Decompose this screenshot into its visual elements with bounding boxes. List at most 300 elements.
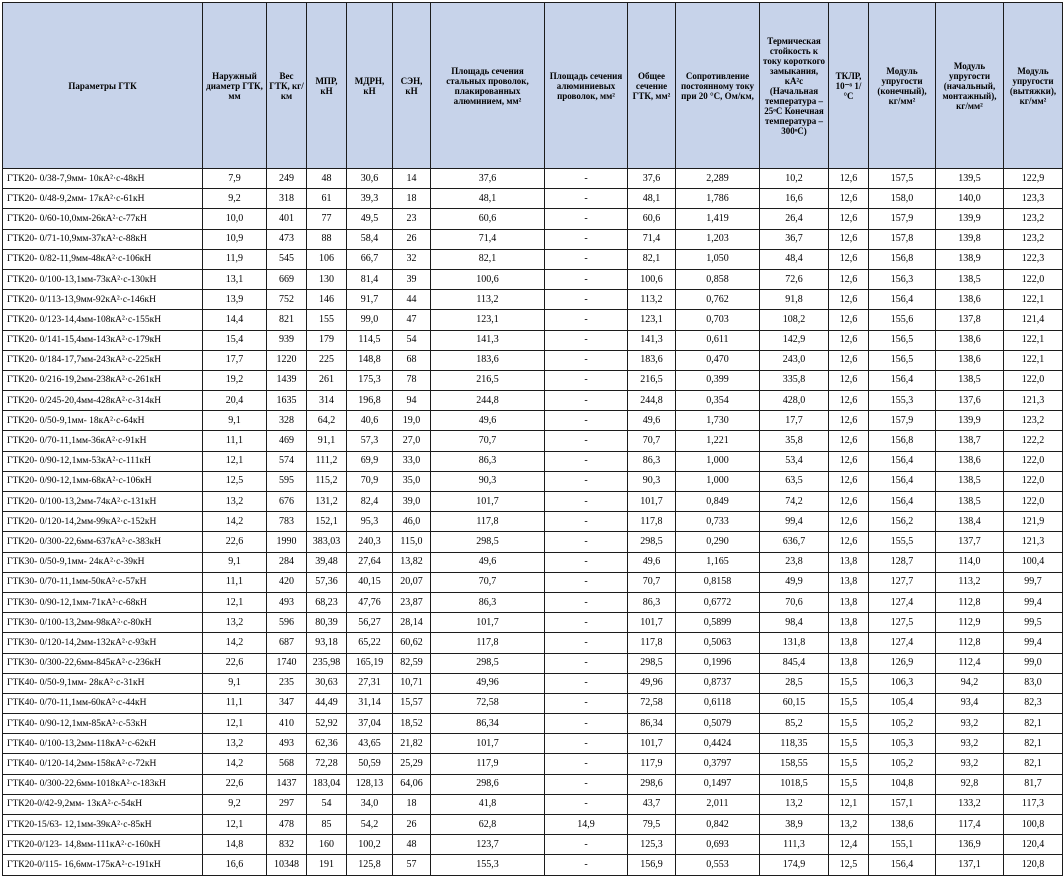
modulus-stretch-cell: 120,8 [1004, 855, 1063, 875]
modulus-initial-cell: 139,9 [936, 209, 1004, 229]
modulus-initial-cell: 139,5 [936, 169, 1004, 189]
modulus-final-cell: 105,4 [869, 693, 936, 713]
mdrn-cell: 54,2 [347, 815, 393, 835]
mpr-cell: 146 [307, 290, 347, 310]
resistance-cell: 1,203 [676, 229, 760, 249]
steel-section-cell: 62,8 [431, 815, 545, 835]
modulus-initial-cell: 113,2 [936, 572, 1004, 592]
sen-cell: 54 [393, 330, 431, 350]
resistance-cell: 0,858 [676, 269, 760, 289]
diameter-cell: 11,1 [203, 431, 267, 451]
table-row [3, 693, 1063, 713]
modulus-final-cell: 127,5 [869, 613, 936, 633]
steel-section-cell: 41,8 [431, 794, 545, 814]
weight-cell: 1990 [267, 532, 307, 552]
sen-cell: 46,0 [393, 512, 431, 532]
resistance-cell: 0,5899 [676, 613, 760, 633]
weight-cell: 473 [267, 229, 307, 249]
resistance-cell: 0,8737 [676, 673, 760, 693]
resistance-cell: 0,4424 [676, 734, 760, 754]
sen-cell: 26 [393, 229, 431, 249]
header-mpr: МПР, кН [307, 3, 347, 169]
table-row [3, 169, 1063, 189]
modulus-final-cell: 157,8 [869, 229, 936, 249]
diameter-cell: 22,6 [203, 774, 267, 794]
total-section-cell: 43,7 [628, 794, 676, 814]
modulus-final-cell: 128,7 [869, 552, 936, 572]
modulus-final-cell: 156,4 [869, 290, 936, 310]
total-section-cell: 90,3 [628, 471, 676, 491]
modulus-final-cell: 155,1 [869, 835, 936, 855]
modulus-stretch-cell: 122,0 [1004, 269, 1063, 289]
total-section-cell: 49,6 [628, 552, 676, 572]
mdrn-cell: 27,31 [347, 673, 393, 693]
tklr-cell: 12,6 [829, 189, 869, 209]
total-section-cell: 49,96 [628, 673, 676, 693]
thermal-stability-cell: 16,6 [760, 189, 829, 209]
mdrn-cell: 27,64 [347, 552, 393, 572]
mdrn-cell: 65,22 [347, 633, 393, 653]
steel-section-cell: 101,7 [431, 613, 545, 633]
tklr-cell: 15,5 [829, 774, 869, 794]
steel-section-cell: 117,8 [431, 633, 545, 653]
table-body [3, 169, 1063, 876]
total-section-cell: 101,7 [628, 734, 676, 754]
mpr-cell: 130 [307, 269, 347, 289]
modulus-initial-cell: 93,2 [936, 734, 1004, 754]
thermal-stability-cell: 243,0 [760, 350, 829, 370]
weight-cell: 235 [267, 673, 307, 693]
mdrn-cell: 37,04 [347, 714, 393, 734]
modulus-stretch-cell: 99,7 [1004, 572, 1063, 592]
sen-cell: 33,0 [393, 451, 431, 471]
modulus-stretch-cell: 99,0 [1004, 653, 1063, 673]
resistance-cell: 0,6772 [676, 592, 760, 612]
thermal-stability-cell: 1018,5 [760, 774, 829, 794]
mdrn-cell: 82,4 [347, 492, 393, 512]
weight-cell: 493 [267, 734, 307, 754]
modulus-final-cell: 156,8 [869, 431, 936, 451]
tklr-cell: 13,8 [829, 572, 869, 592]
diameter-cell: 13,2 [203, 613, 267, 633]
diameter-cell: 9,1 [203, 552, 267, 572]
thermal-stability-cell: 48,4 [760, 249, 829, 269]
modulus-stretch-cell: 122,0 [1004, 492, 1063, 512]
total-section-cell: 298,5 [628, 532, 676, 552]
modulus-stretch-cell: 117,3 [1004, 794, 1063, 814]
mpr-cell: 48 [307, 169, 347, 189]
resistance-cell: 0,290 [676, 532, 760, 552]
mpr-cell: 183,04 [307, 774, 347, 794]
mpr-cell: 115,2 [307, 471, 347, 491]
mdrn-cell: 91,7 [347, 290, 393, 310]
aluminium-section-cell: - [545, 794, 628, 814]
mdrn-cell: 31,14 [347, 693, 393, 713]
mpr-cell: 77 [307, 209, 347, 229]
mdrn-cell: 148,8 [347, 350, 393, 370]
weight-cell: 568 [267, 754, 307, 774]
resistance-cell: 0,733 [676, 512, 760, 532]
thermal-stability-cell: 98,4 [760, 613, 829, 633]
modulus-stretch-cell: 123,3 [1004, 189, 1063, 209]
row-name-cell: ГТК20- 0/113-13,9мм-92кА²·с-146кН [3, 290, 203, 310]
resistance-cell: 0,354 [676, 391, 760, 411]
resistance-cell: 0,1497 [676, 774, 760, 794]
weight-cell: 249 [267, 169, 307, 189]
modulus-initial-cell: 137,7 [936, 532, 1004, 552]
resistance-cell: 0,5063 [676, 633, 760, 653]
mpr-cell: 383,03 [307, 532, 347, 552]
diameter-cell: 13,2 [203, 492, 267, 512]
aluminium-section-cell: - [545, 572, 628, 592]
aluminium-section-cell: - [545, 451, 628, 471]
aluminium-section-cell: - [545, 693, 628, 713]
aluminium-section-cell: - [545, 269, 628, 289]
mpr-cell: 52,92 [307, 714, 347, 734]
modulus-initial-cell: 140,0 [936, 189, 1004, 209]
weight-cell: 596 [267, 613, 307, 633]
steel-section-cell: 60,6 [431, 209, 545, 229]
table-row [3, 552, 1063, 572]
modulus-final-cell: 155,5 [869, 532, 936, 552]
modulus-initial-cell: 94,2 [936, 673, 1004, 693]
row-name-cell: ГТК30- 0/300-22,6мм-845кА²·с-236кН [3, 653, 203, 673]
total-section-cell: 156,9 [628, 855, 676, 875]
diameter-cell: 20,4 [203, 391, 267, 411]
thermal-stability-cell: 53,4 [760, 451, 829, 471]
tklr-cell: 15,5 [829, 734, 869, 754]
diameter-cell: 11,9 [203, 249, 267, 269]
diameter-cell: 19,2 [203, 370, 267, 390]
sen-cell: 26 [393, 815, 431, 835]
modulus-final-cell: 127,4 [869, 633, 936, 653]
total-section-cell: 86,3 [628, 451, 676, 471]
steel-section-cell: 49,6 [431, 411, 545, 431]
resistance-cell: 2,011 [676, 794, 760, 814]
modulus-final-cell: 105,3 [869, 734, 936, 754]
total-section-cell: 37,6 [628, 169, 676, 189]
row-name-cell: ГТК20- 0/90-12,1мм-53кА²·с-111кН [3, 451, 203, 471]
aluminium-section-cell: - [545, 411, 628, 431]
diameter-cell: 9,1 [203, 411, 267, 431]
aluminium-section-cell: - [545, 552, 628, 572]
modulus-initial-cell: 138,5 [936, 269, 1004, 289]
sen-cell: 18,52 [393, 714, 431, 734]
sen-cell: 48 [393, 835, 431, 855]
thermal-stability-cell: 131,8 [760, 633, 829, 653]
thermal-stability-cell: 63,5 [760, 471, 829, 491]
resistance-cell: 0,6118 [676, 693, 760, 713]
tklr-cell: 12,1 [829, 794, 869, 814]
row-name-cell: ГТК40- 0/90-12,1мм-85кА²·с-53кН [3, 714, 203, 734]
weight-cell: 574 [267, 451, 307, 471]
row-name-cell: ГТК40- 0/100-13,2мм-118кА²·с-62кН [3, 734, 203, 754]
diameter-cell: 14,4 [203, 310, 267, 330]
total-section-cell: 125,3 [628, 835, 676, 855]
resistance-cell: 1,165 [676, 552, 760, 572]
row-name-cell: ГТК20- 0/48-9,2мм- 17кА²·с-61кН [3, 189, 203, 209]
modulus-stretch-cell: 121,3 [1004, 391, 1063, 411]
aluminium-section-cell: - [545, 592, 628, 612]
row-name-cell: ГТК30- 0/90-12,1мм-71кА²·с-68кН [3, 592, 203, 612]
total-section-cell: 100,6 [628, 269, 676, 289]
tklr-cell: 13,8 [829, 633, 869, 653]
weight-cell: 1740 [267, 653, 307, 673]
modulus-stretch-cell: 81,7 [1004, 774, 1063, 794]
diameter-cell: 11,1 [203, 693, 267, 713]
steel-section-cell: 123,7 [431, 835, 545, 855]
aluminium-section-cell: - [545, 189, 628, 209]
tklr-cell: 12,6 [829, 512, 869, 532]
thermal-stability-cell: 60,15 [760, 693, 829, 713]
sen-cell: 15,57 [393, 693, 431, 713]
mdrn-cell: 66,7 [347, 249, 393, 269]
tklr-cell: 13,8 [829, 552, 869, 572]
header-total-section: Общее сечение ГТК, мм² [628, 3, 676, 169]
tklr-cell: 12,6 [829, 269, 869, 289]
aluminium-section-cell: - [545, 613, 628, 633]
modulus-final-cell: 106,3 [869, 673, 936, 693]
diameter-cell: 12,1 [203, 815, 267, 835]
thermal-stability-cell: 108,2 [760, 310, 829, 330]
aluminium-section-cell: - [545, 310, 628, 330]
tklr-cell: 12,6 [829, 411, 869, 431]
aluminium-section-cell: - [545, 492, 628, 512]
mpr-cell: 225 [307, 350, 347, 370]
total-section-cell: 117,8 [628, 633, 676, 653]
aluminium-section-cell: - [545, 855, 628, 875]
modulus-stretch-cell: 83,0 [1004, 673, 1063, 693]
weight-cell: 832 [267, 835, 307, 855]
modulus-final-cell: 157,9 [869, 209, 936, 229]
mdrn-cell: 69,9 [347, 451, 393, 471]
modulus-initial-cell: 138,7 [936, 431, 1004, 451]
row-name-cell: ГТК30- 0/50-9,1мм- 24кА²·с-39кН [3, 552, 203, 572]
modulus-stretch-cell: 99,4 [1004, 633, 1063, 653]
sen-cell: 23 [393, 209, 431, 229]
mpr-cell: 72,28 [307, 754, 347, 774]
modulus-initial-cell: 139,9 [936, 411, 1004, 431]
modulus-final-cell: 156,8 [869, 249, 936, 269]
thermal-stability-cell: 428,0 [760, 391, 829, 411]
thermal-stability-cell: 99,4 [760, 512, 829, 532]
modulus-stretch-cell: 99,5 [1004, 613, 1063, 633]
modulus-initial-cell: 92,8 [936, 774, 1004, 794]
aluminium-section-cell: - [545, 330, 628, 350]
tklr-cell: 13,2 [829, 815, 869, 835]
row-name-cell: ГТК20- 0/38-7,9мм- 10кА²·с-48кН [3, 169, 203, 189]
sen-cell: 60,62 [393, 633, 431, 653]
weight-cell: 687 [267, 633, 307, 653]
aluminium-section-cell: - [545, 714, 628, 734]
tklr-cell: 12,6 [829, 330, 869, 350]
modulus-initial-cell: 138,4 [936, 512, 1004, 532]
row-name-cell: ГТК20- 0/60-10,0мм-26кА²·с-77кН [3, 209, 203, 229]
modulus-stretch-cell: 122,1 [1004, 350, 1063, 370]
weight-cell: 347 [267, 693, 307, 713]
header-dc-resistance: Сопротивление постоянному току при 20 °С, Ом/км, [676, 3, 760, 169]
modulus-final-cell: 155,3 [869, 391, 936, 411]
diameter-cell: 12,1 [203, 592, 267, 612]
thermal-stability-cell: 118,35 [760, 734, 829, 754]
sen-cell: 44 [393, 290, 431, 310]
resistance-cell: 1,730 [676, 411, 760, 431]
table-row [3, 714, 1063, 734]
resistance-cell: 0,849 [676, 492, 760, 512]
row-name-cell: ГТК20-0/42-9,2мм- 13кА²·с-54кН [3, 794, 203, 814]
mdrn-cell: 81,4 [347, 269, 393, 289]
resistance-cell: 1,000 [676, 451, 760, 471]
mpr-cell: 91,1 [307, 431, 347, 451]
modulus-initial-cell: 136,9 [936, 835, 1004, 855]
weight-cell: 545 [267, 249, 307, 269]
row-name-cell: ГТК20- 0/82-11,9мм-48кА²·с-106кН [3, 249, 203, 269]
thermal-stability-cell: 13,2 [760, 794, 829, 814]
total-section-cell: 86,34 [628, 714, 676, 734]
table-row [3, 572, 1063, 592]
tklr-cell: 13,8 [829, 613, 869, 633]
aluminium-section-cell: - [545, 835, 628, 855]
modulus-final-cell: 156,4 [869, 370, 936, 390]
sen-cell: 64,06 [393, 774, 431, 794]
steel-section-cell: 101,7 [431, 492, 545, 512]
row-name-cell: ГТК20- 0/245-20,4мм-428кА²·с-314кН [3, 391, 203, 411]
modulus-initial-cell: 93,2 [936, 754, 1004, 774]
aluminium-section-cell: - [545, 673, 628, 693]
total-section-cell: 117,9 [628, 754, 676, 774]
table-row [3, 613, 1063, 633]
thermal-stability-cell: 111,3 [760, 835, 829, 855]
steel-section-cell: 86,3 [431, 592, 545, 612]
table-row [3, 249, 1063, 269]
table-row [3, 451, 1063, 471]
steel-section-cell: 101,7 [431, 734, 545, 754]
diameter-cell: 10,0 [203, 209, 267, 229]
tklr-cell: 12,6 [829, 471, 869, 491]
mdrn-cell: 40,6 [347, 411, 393, 431]
tklr-cell: 15,5 [829, 754, 869, 774]
row-name-cell: ГТК20- 0/216-19,2мм-238кА²·с-261кН [3, 370, 203, 390]
resistance-cell: 0,1996 [676, 653, 760, 673]
header-outer-diameter: Наружный диаметр ГТК, мм [203, 3, 267, 169]
row-name-cell: ГТК20-15/63- 12,1мм-39кА²·с-85кН [3, 815, 203, 835]
diameter-cell: 9,2 [203, 189, 267, 209]
total-section-cell: 60,6 [628, 209, 676, 229]
modulus-initial-cell: 112,4 [936, 653, 1004, 673]
aluminium-section-cell: - [545, 391, 628, 411]
mdrn-cell: 56,27 [347, 613, 393, 633]
modulus-initial-cell: 117,4 [936, 815, 1004, 835]
weight-cell: 1635 [267, 391, 307, 411]
total-section-cell: 101,7 [628, 613, 676, 633]
row-name-cell: ГТК20- 0/123-14,4мм-108кА²·с-155кН [3, 310, 203, 330]
tklr-cell: 12,4 [829, 835, 869, 855]
weight-cell: 284 [267, 552, 307, 572]
modulus-stretch-cell: 122,0 [1004, 451, 1063, 471]
modulus-final-cell: 156,5 [869, 350, 936, 370]
table-row [3, 734, 1063, 754]
row-name-cell: ГТК20- 0/120-14,2мм-99кА²·с-152кН [3, 512, 203, 532]
row-name-cell: ГТК40- 0/50-9,1мм- 28кА²·с-31кН [3, 673, 203, 693]
tklr-cell: 12,6 [829, 431, 869, 451]
diameter-cell: 9,1 [203, 673, 267, 693]
diameter-cell: 9,2 [203, 794, 267, 814]
steel-section-cell: 90,3 [431, 471, 545, 491]
modulus-stretch-cell: 122,3 [1004, 249, 1063, 269]
sen-cell: 13,82 [393, 552, 431, 572]
modulus-final-cell: 156,3 [869, 269, 936, 289]
resistance-cell: 0,762 [676, 290, 760, 310]
aluminium-section-cell: - [545, 532, 628, 552]
modulus-final-cell: 126,9 [869, 653, 936, 673]
modulus-initial-cell: 93,2 [936, 714, 1004, 734]
modulus-initial-cell: 139,8 [936, 229, 1004, 249]
row-name-cell: ГТК40- 0/70-11,1мм-60кА²·с-44кН [3, 693, 203, 713]
resistance-cell: 0,470 [676, 350, 760, 370]
weight-cell: 318 [267, 189, 307, 209]
weight-cell: 1439 [267, 370, 307, 390]
modulus-stretch-cell: 122,1 [1004, 290, 1063, 310]
resistance-cell: 0,3797 [676, 754, 760, 774]
steel-section-cell: 113,2 [431, 290, 545, 310]
aluminium-section-cell: - [545, 169, 628, 189]
steel-section-cell: 86,34 [431, 714, 545, 734]
header-mdrn: МДРН, кН [347, 3, 393, 169]
weight-cell: 1437 [267, 774, 307, 794]
modulus-initial-cell: 138,5 [936, 492, 1004, 512]
mpr-cell: 85 [307, 815, 347, 835]
tklr-cell: 15,5 [829, 673, 869, 693]
thermal-stability-cell: 35,8 [760, 431, 829, 451]
total-section-cell: 216,5 [628, 370, 676, 390]
thermal-stability-cell: 142,9 [760, 330, 829, 350]
modulus-final-cell: 156,4 [869, 471, 936, 491]
sen-cell: 68 [393, 350, 431, 370]
modulus-stretch-cell: 121,4 [1004, 310, 1063, 330]
aluminium-section-cell: - [545, 249, 628, 269]
weight-cell: 420 [267, 572, 307, 592]
resistance-cell: 2,289 [676, 169, 760, 189]
total-section-cell: 71,4 [628, 229, 676, 249]
sen-cell: 39 [393, 269, 431, 289]
total-section-cell: 298,6 [628, 774, 676, 794]
diameter-cell: 13,2 [203, 734, 267, 754]
table-row [3, 209, 1063, 229]
row-name-cell: ГТК20- 0/300-22,6мм-637кА²·с-383кН [3, 532, 203, 552]
modulus-initial-cell: 93,4 [936, 693, 1004, 713]
diameter-cell: 12,1 [203, 714, 267, 734]
total-section-cell: 49,6 [628, 411, 676, 431]
mpr-cell: 44,49 [307, 693, 347, 713]
header-modulus-stretch: Модуль упругости (вытяжки), кг/мм² [1004, 3, 1063, 169]
aluminium-section-cell: - [545, 754, 628, 774]
mpr-cell: 30,63 [307, 673, 347, 693]
total-section-cell: 123,1 [628, 310, 676, 330]
resistance-cell: 0,553 [676, 855, 760, 875]
steel-section-cell: 216,5 [431, 370, 545, 390]
total-section-cell: 72,58 [628, 693, 676, 713]
tklr-cell: 12,6 [829, 249, 869, 269]
modulus-final-cell: 157,5 [869, 169, 936, 189]
tklr-cell: 12,6 [829, 451, 869, 471]
steel-section-cell: 82,1 [431, 249, 545, 269]
row-name-cell: ГТК30- 0/70-11,1мм-50кА²·с-57кН [3, 572, 203, 592]
resistance-cell: 0,8158 [676, 572, 760, 592]
diameter-cell: 14,2 [203, 754, 267, 774]
modulus-initial-cell: 112,8 [936, 592, 1004, 612]
diameter-cell: 10,9 [203, 229, 267, 249]
sen-cell: 18 [393, 189, 431, 209]
